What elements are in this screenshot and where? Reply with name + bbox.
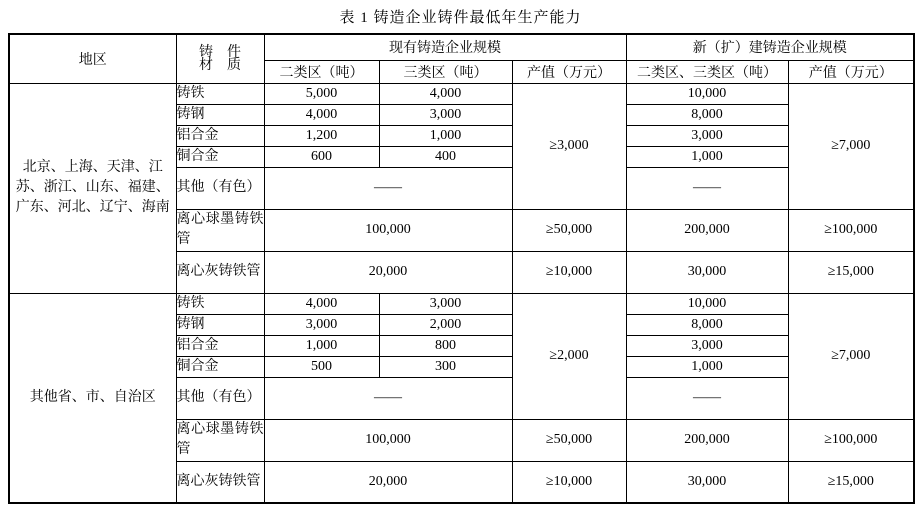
new-zone-value: 1,000 bbox=[626, 146, 788, 167]
material-label: 铜合金 bbox=[176, 356, 264, 377]
existing-output-value: ≥2,000 bbox=[512, 293, 626, 419]
zone3-value: 3,000 bbox=[379, 293, 512, 314]
header-region: 地区 bbox=[9, 34, 176, 83]
new-zone-value: 10,000 bbox=[626, 293, 788, 314]
new-zone-value: 1,000 bbox=[626, 356, 788, 377]
zone3-value: 800 bbox=[379, 335, 512, 356]
existing-value: 100,000 bbox=[264, 209, 512, 251]
capacity-table bbox=[8, 33, 915, 504]
material-label: 离心球墨铸铁管 bbox=[176, 209, 264, 251]
table-row bbox=[9, 83, 914, 104]
new-zone-value: 200,000 bbox=[626, 419, 788, 461]
existing-value: 20,000 bbox=[264, 251, 512, 293]
zone3-value: 1,000 bbox=[379, 125, 512, 146]
table-title: 表 1 铸造企业铸件最低年生产能力 bbox=[339, 10, 582, 26]
zone2-value: 5,000 bbox=[264, 83, 379, 104]
new-zone-value: 30,000 bbox=[626, 251, 788, 293]
new-zone-value: 200,000 bbox=[626, 209, 788, 251]
new-zone-value: 30,000 bbox=[626, 461, 788, 503]
zone3-value: 2,000 bbox=[379, 314, 512, 335]
new-output-value: ≥7,000 bbox=[788, 293, 914, 419]
header-material-top: 铸 件 bbox=[199, 44, 241, 60]
header-output-existing: 产值（万元） bbox=[512, 60, 626, 83]
zone3-value: 4,000 bbox=[379, 83, 512, 104]
zone2-value: 1,200 bbox=[264, 125, 379, 146]
new-output-value: ≥100,000 bbox=[788, 419, 914, 461]
zone2-value: 500 bbox=[264, 356, 379, 377]
material-label: 离心灰铸铁管 bbox=[176, 251, 264, 293]
new-zone-value: 8,000 bbox=[626, 104, 788, 125]
header-row-1 bbox=[9, 34, 914, 60]
new-zone-value: —— bbox=[626, 167, 788, 209]
combined-zone-value: —— bbox=[264, 377, 512, 419]
header-new-scale: 新（扩）建铸造企业规模 bbox=[626, 34, 914, 60]
existing-output-value: ≥10,000 bbox=[512, 251, 626, 293]
zone3-value: 400 bbox=[379, 146, 512, 167]
zone3-value: 3,000 bbox=[379, 104, 512, 125]
material-label: 铸钢 bbox=[176, 314, 264, 335]
new-output-value: ≥100,000 bbox=[788, 209, 914, 251]
material-label: 离心灰铸铁管 bbox=[176, 461, 264, 503]
new-output-value: ≥7,000 bbox=[788, 83, 914, 209]
existing-output-value: ≥3,000 bbox=[512, 83, 626, 209]
new-zone-value: —— bbox=[626, 377, 788, 419]
zone2-value: 4,000 bbox=[264, 293, 379, 314]
new-output-value: ≥15,000 bbox=[788, 461, 914, 503]
header-material-bottom: 材 质 bbox=[199, 57, 241, 73]
existing-value: 100,000 bbox=[264, 419, 512, 461]
header-zone3: 三类区（吨） bbox=[379, 60, 512, 83]
new-zone-value: 10,000 bbox=[626, 83, 788, 104]
combined-zone-value: —— bbox=[264, 167, 512, 209]
existing-value: 20,000 bbox=[264, 461, 512, 503]
material-label: 铜合金 bbox=[176, 146, 264, 167]
material-label: 其他（有色） bbox=[176, 167, 264, 209]
existing-output-value: ≥10,000 bbox=[512, 461, 626, 503]
material-label: 铸铁 bbox=[176, 293, 264, 314]
material-label: 铸钢 bbox=[176, 104, 264, 125]
table-row bbox=[9, 293, 914, 314]
new-zone-value: 3,000 bbox=[626, 125, 788, 146]
new-zone-value: 3,000 bbox=[626, 335, 788, 356]
existing-output-value: ≥50,000 bbox=[512, 419, 626, 461]
header-existing-scale: 现有铸造企业规模 bbox=[264, 34, 626, 60]
header-material bbox=[176, 34, 264, 83]
region-name: 其他省、市、自治区 bbox=[9, 293, 176, 503]
material-label: 离心球墨铸铁管 bbox=[176, 419, 264, 461]
header-zone23: 二类区、三类区（吨） bbox=[626, 60, 788, 83]
new-zone-value: 8,000 bbox=[626, 314, 788, 335]
material-label: 铝合金 bbox=[176, 125, 264, 146]
zone2-value: 4,000 bbox=[264, 104, 379, 125]
header-zone2: 二类区（吨） bbox=[264, 60, 379, 83]
zone3-value: 300 bbox=[379, 356, 512, 377]
region-name: 北京、上海、天津、江苏、浙江、山东、福建、广东、河北、辽宁、海南 bbox=[9, 83, 176, 293]
zone2-value: 3,000 bbox=[264, 314, 379, 335]
zone2-value: 1,000 bbox=[264, 335, 379, 356]
zone2-value: 600 bbox=[264, 146, 379, 167]
material-label: 铸铁 bbox=[176, 83, 264, 104]
new-output-value: ≥15,000 bbox=[788, 251, 914, 293]
header-output-new: 产值（万元） bbox=[788, 60, 914, 83]
material-label: 其他（有色） bbox=[176, 377, 264, 419]
material-label: 铝合金 bbox=[176, 335, 264, 356]
existing-output-value: ≥50,000 bbox=[512, 209, 626, 251]
